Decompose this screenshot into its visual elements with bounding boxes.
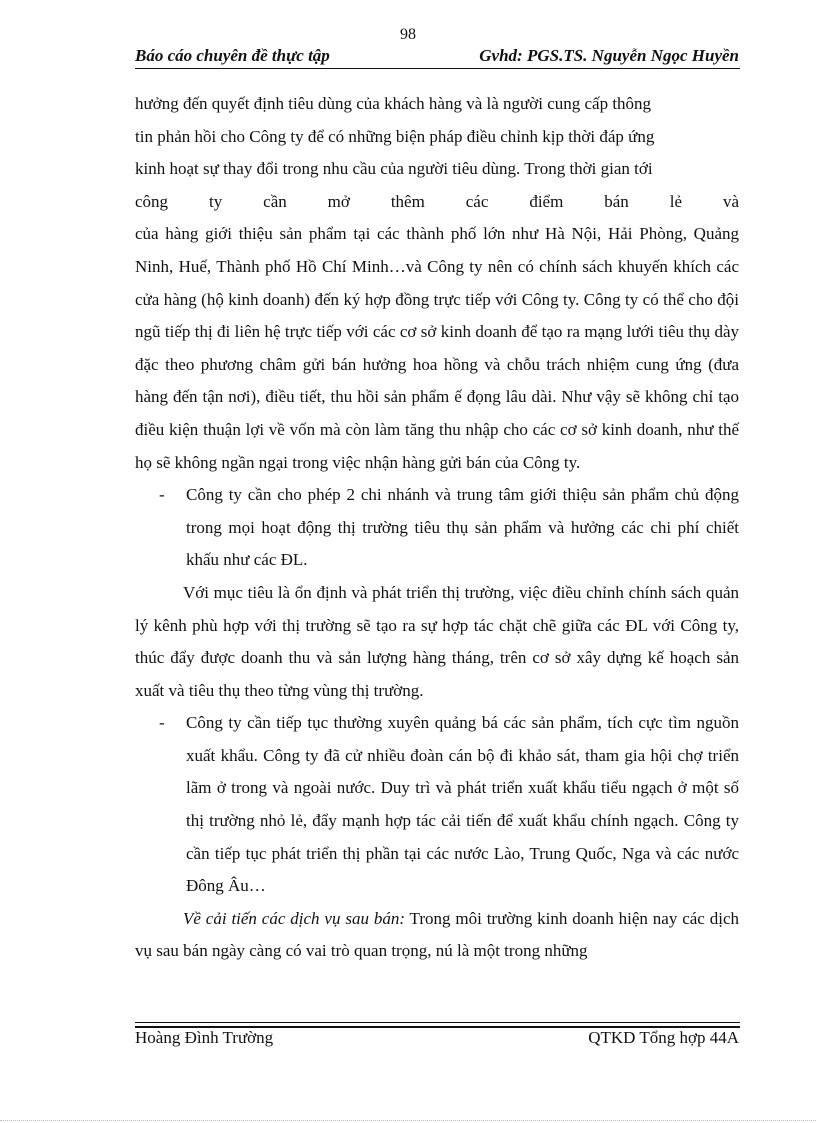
footer-class: QTKD Tổng hợp 44A	[588, 1028, 739, 1047]
bullet-dash: -	[159, 485, 165, 505]
bullet-text: Công ty cần cho phép 2 chi nhánh và trung tâm giới thiệu sản phẩm chủ động trong mọi hoạt động thị trường tiêu thụ sản phẩm và hưởng các chi phí chiết khấu như các ĐL.	[186, 485, 739, 570]
paragraph-3-italic-lead: Về cải tiến các dịch vụ sau bán:	[183, 908, 405, 928]
bullet-item-export	[135, 707, 739, 903]
bullet-dash: -	[159, 713, 165, 733]
paragraph-1-line-4: công ty cần mở thêm các điểm bán lẻ và	[135, 191, 739, 211]
paragraph-3	[135, 903, 739, 968]
bullet-item-branches	[135, 479, 739, 577]
paragraph-1-line-3: kinh hoạt sự thay đổi trong nhu cầu của người tiêu dùng. Trong thời gian tới	[135, 159, 653, 179]
footer-author: Hoàng Đình Trường	[135, 1028, 274, 1047]
page-header	[135, 46, 739, 68]
paragraph-1-line-2: tin phản hồi cho Công ty để có những biện pháp điều chỉnh kịp thời đáp ứng	[135, 126, 655, 146]
header-advisor: Gvhd: PGS.TS. Nguyễn Ngọc Huyền	[479, 46, 739, 65]
paragraph-2: Với mục tiêu là ổn định và phát triển thị trường, việc điều chỉnh chính sách quản lý kênh phù hợp với thị trường sẽ tạo ra sự hợp tác chặt chẽ giữa các ĐL với Công ty, thúc đẩy được doanh thu và sản lượng hàng tháng, trên cơ sở xây dựng kế hoạch sản xuất và tiêu thụ theo từng vùng thị trường.	[135, 582, 739, 700]
document-body	[135, 88, 739, 968]
page-footer	[135, 1028, 739, 1050]
bullet-text: Công ty cần tiếp tục thường xuyên quảng bá các sản phẩm, tích cực tìm nguồn xuất khẩu. Công ty đã cử nhiều đoàn cán bộ đi khảo sát, tham gia hội chợ triển lãm ở trong và ngoài nước. Duy trì và phát triển xuất khẩu tiểu ngạch ở một số thị trường nhỏ lẻ, đẩy mạnh hợp tác cải tiến để xuất khẩu chính ngạch. Công ty cần tiếp tục phát triển thị phần tại các nước Lào, Trung Quốc, Nga và các nước Đông Âu…	[186, 713, 739, 896]
paragraph-3-text: Trong môi trường kinh doanh hiện nay các dịch vụ sau bán ngày càng có vai trò quan trọng, nú là một trong những	[135, 908, 739, 961]
paragraph-1-line-1: hưởng đến quyết định tiêu dùng của khách hàng và là người cung cấp thông	[135, 94, 652, 113]
page-edge-divider	[0, 1120, 816, 1121]
footer-divider-thin	[135, 1022, 740, 1023]
header-divider	[135, 68, 740, 69]
page-number: 98	[400, 26, 416, 43]
paragraph-1-rest: của hàng giới thiệu sản phẩm tại các thành phố lớn như Hà Nội, Hải Phòng, Quảng Ninh, Huế, Thành phố Hồ Chí Minh…và Công ty nên có chính sách khuyến khích các cửa hàng (hộ kinh doanh) đến ký hợp đồng trực tiếp với Công ty. Công ty có thể cho đội ngũ tiếp thị đi liên hệ trực tiếp với các cơ sở kinh doanh để tạo ra mạng lưới tiêu thụ dày đặc theo phương châm gửi bán hưởng hoa hồng và chỗu trách nhiệm cung ứng (đưa hàng đến tận nơi), điều tiết, thu hồi sản phẩm ế đọng lâu dài. Như vậy sẽ không chỉ tạo điều kiện thuận lợi về vốn mà còn làm tăng thu nhập cho các cơ sở kinh doanh, như thế họ sẽ không ngần ngại trong việc nhận hàng gửi bán của Công ty.	[135, 224, 739, 472]
header-report-title: Báo cáo chuyên đề thực tập	[135, 46, 330, 65]
